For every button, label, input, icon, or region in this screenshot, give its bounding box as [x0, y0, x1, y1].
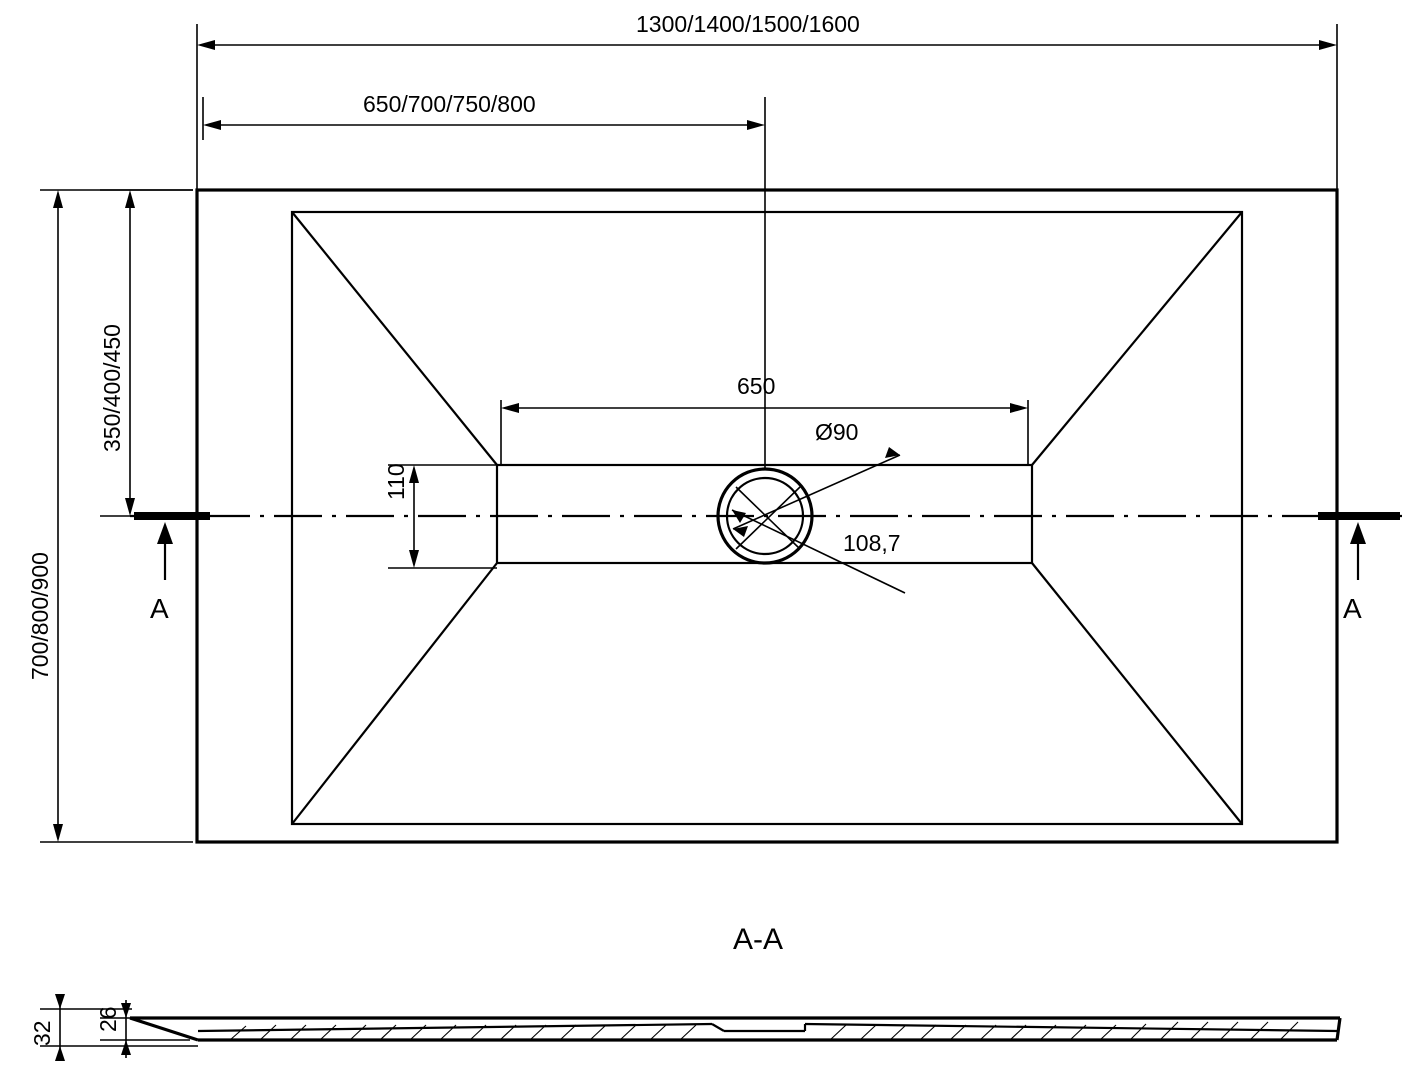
channel-length-label: 650 [737, 373, 776, 399]
section-mark-left-label: A [150, 593, 169, 624]
section-title: A-A [733, 923, 784, 956]
channel-width-label: 110 [383, 463, 409, 500]
section-total-height-label: 32 [29, 1020, 55, 1046]
section-mark-right-label: A [1343, 593, 1362, 624]
dim-half-width [203, 97, 765, 470]
drain-diameter-leader [733, 447, 900, 537]
overall-width-label: 1300/1400/1500/1600 [636, 11, 860, 37]
section-view [130, 1018, 1340, 1040]
drain-crosshair [736, 487, 800, 549]
overall-depth-label: 700/800/900 [27, 552, 53, 680]
drain-diameter-label: Ø90 [815, 419, 859, 445]
half-depth-label: 350/400/450 [99, 324, 125, 452]
section-mark-right [1318, 516, 1400, 580]
section-inner-height-label: 26 [95, 1006, 121, 1032]
drain-outlet-label: 108,7 [843, 530, 901, 556]
half-width-label: 650/700/750/800 [363, 91, 536, 117]
